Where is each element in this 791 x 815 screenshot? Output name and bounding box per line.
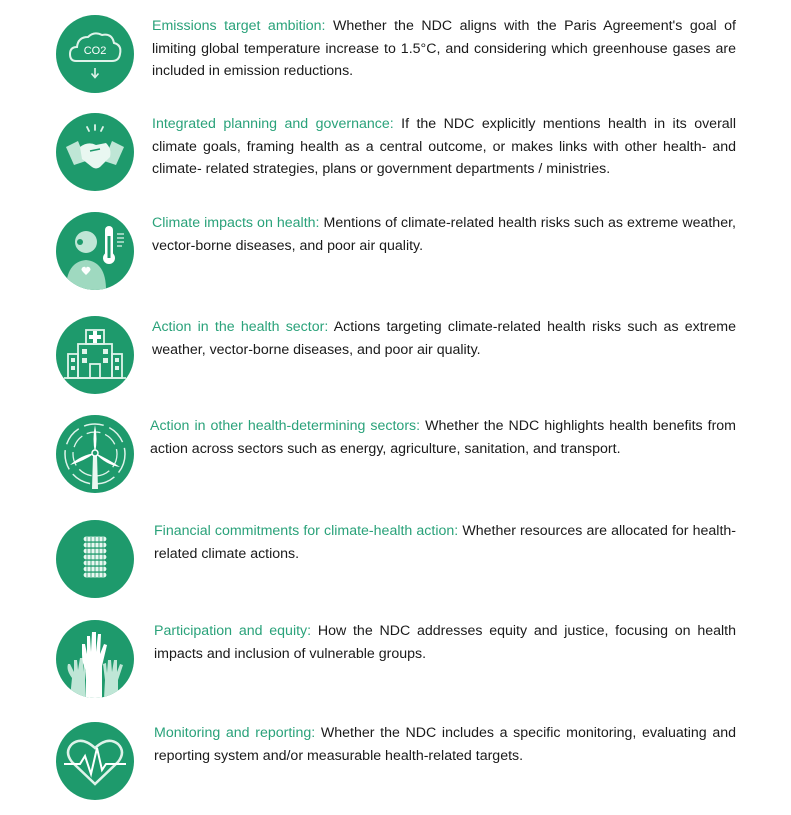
wind-turbine-icon [56, 415, 134, 493]
item-description [152, 212, 736, 257]
coin-stack-icon [56, 520, 134, 598]
list-item-emissions [56, 15, 736, 93]
item-description [152, 113, 736, 181]
handshake-icon [56, 113, 134, 191]
co2-label: CO2 [83, 45, 107, 57]
list-item-financial [56, 520, 736, 598]
item-body: Actions targeting climate-related health risks such as extreme weather, vector-borne diseases, and poor air quality. [152, 319, 736, 358]
list-item-governance [56, 113, 736, 191]
item-body: Whether the NDC aligns with the Paris Agreement's goal of limiting global temperature increase to 1.5°C, and considering which greenhouse gases are included in emission reductions. [152, 18, 736, 79]
item-body: Whether resources are allocated for health-related climate actions. [154, 523, 737, 562]
item-title: Financial commitments for climate-health action: [154, 523, 459, 539]
list-item-other-sectors [56, 415, 736, 493]
co2-cloud-icon [56, 15, 134, 93]
hospital-icon [56, 316, 134, 394]
item-title: Emissions target ambition: [152, 18, 326, 34]
item-description [152, 316, 736, 361]
item-description [152, 15, 736, 83]
item-title: Monitoring and reporting: [154, 725, 316, 741]
item-description [154, 520, 736, 565]
item-title: Climate impacts on health: [152, 215, 320, 231]
list-item-climate-impacts [56, 212, 736, 290]
item-body: Whether the NDC highlights health benefits from action across sectors such as energy, agriculture, sanitation, and transport. [150, 418, 736, 457]
item-body: If the NDC explicitly mentions health in its overall climate goals, framing health as a central outcome, or makes links with other health- and climate- related strategies, plans or government departments / ministries. [152, 116, 736, 177]
item-description [150, 415, 736, 460]
item-description [154, 722, 736, 767]
item-description [154, 620, 736, 665]
person-thermometer-icon [56, 212, 134, 290]
list-item-health-sector [56, 316, 736, 394]
item-body: How the NDC addresses equity and justice, focusing on health impacts and inclusion of vulnerable groups. [154, 623, 736, 662]
item-title: Action in the health sector: [152, 319, 329, 335]
list-item-participation [56, 620, 736, 698]
raised-hands-icon [56, 620, 134, 698]
item-body: Mentions of climate-related health risks such as extreme weather, vector-borne diseases, and poor air quality. [152, 215, 736, 254]
list-item-monitoring [56, 722, 736, 800]
item-title: Participation and equity: [154, 623, 312, 639]
item-title: Integrated planning and governance: [152, 116, 394, 132]
item-body: Whether the NDC includes a specific monitoring, evaluating and reporting system and/or measurable health-related targets. [154, 725, 737, 764]
heart-pulse-icon [56, 722, 134, 800]
item-title: Action in other health-determining sectors: [150, 418, 421, 434]
